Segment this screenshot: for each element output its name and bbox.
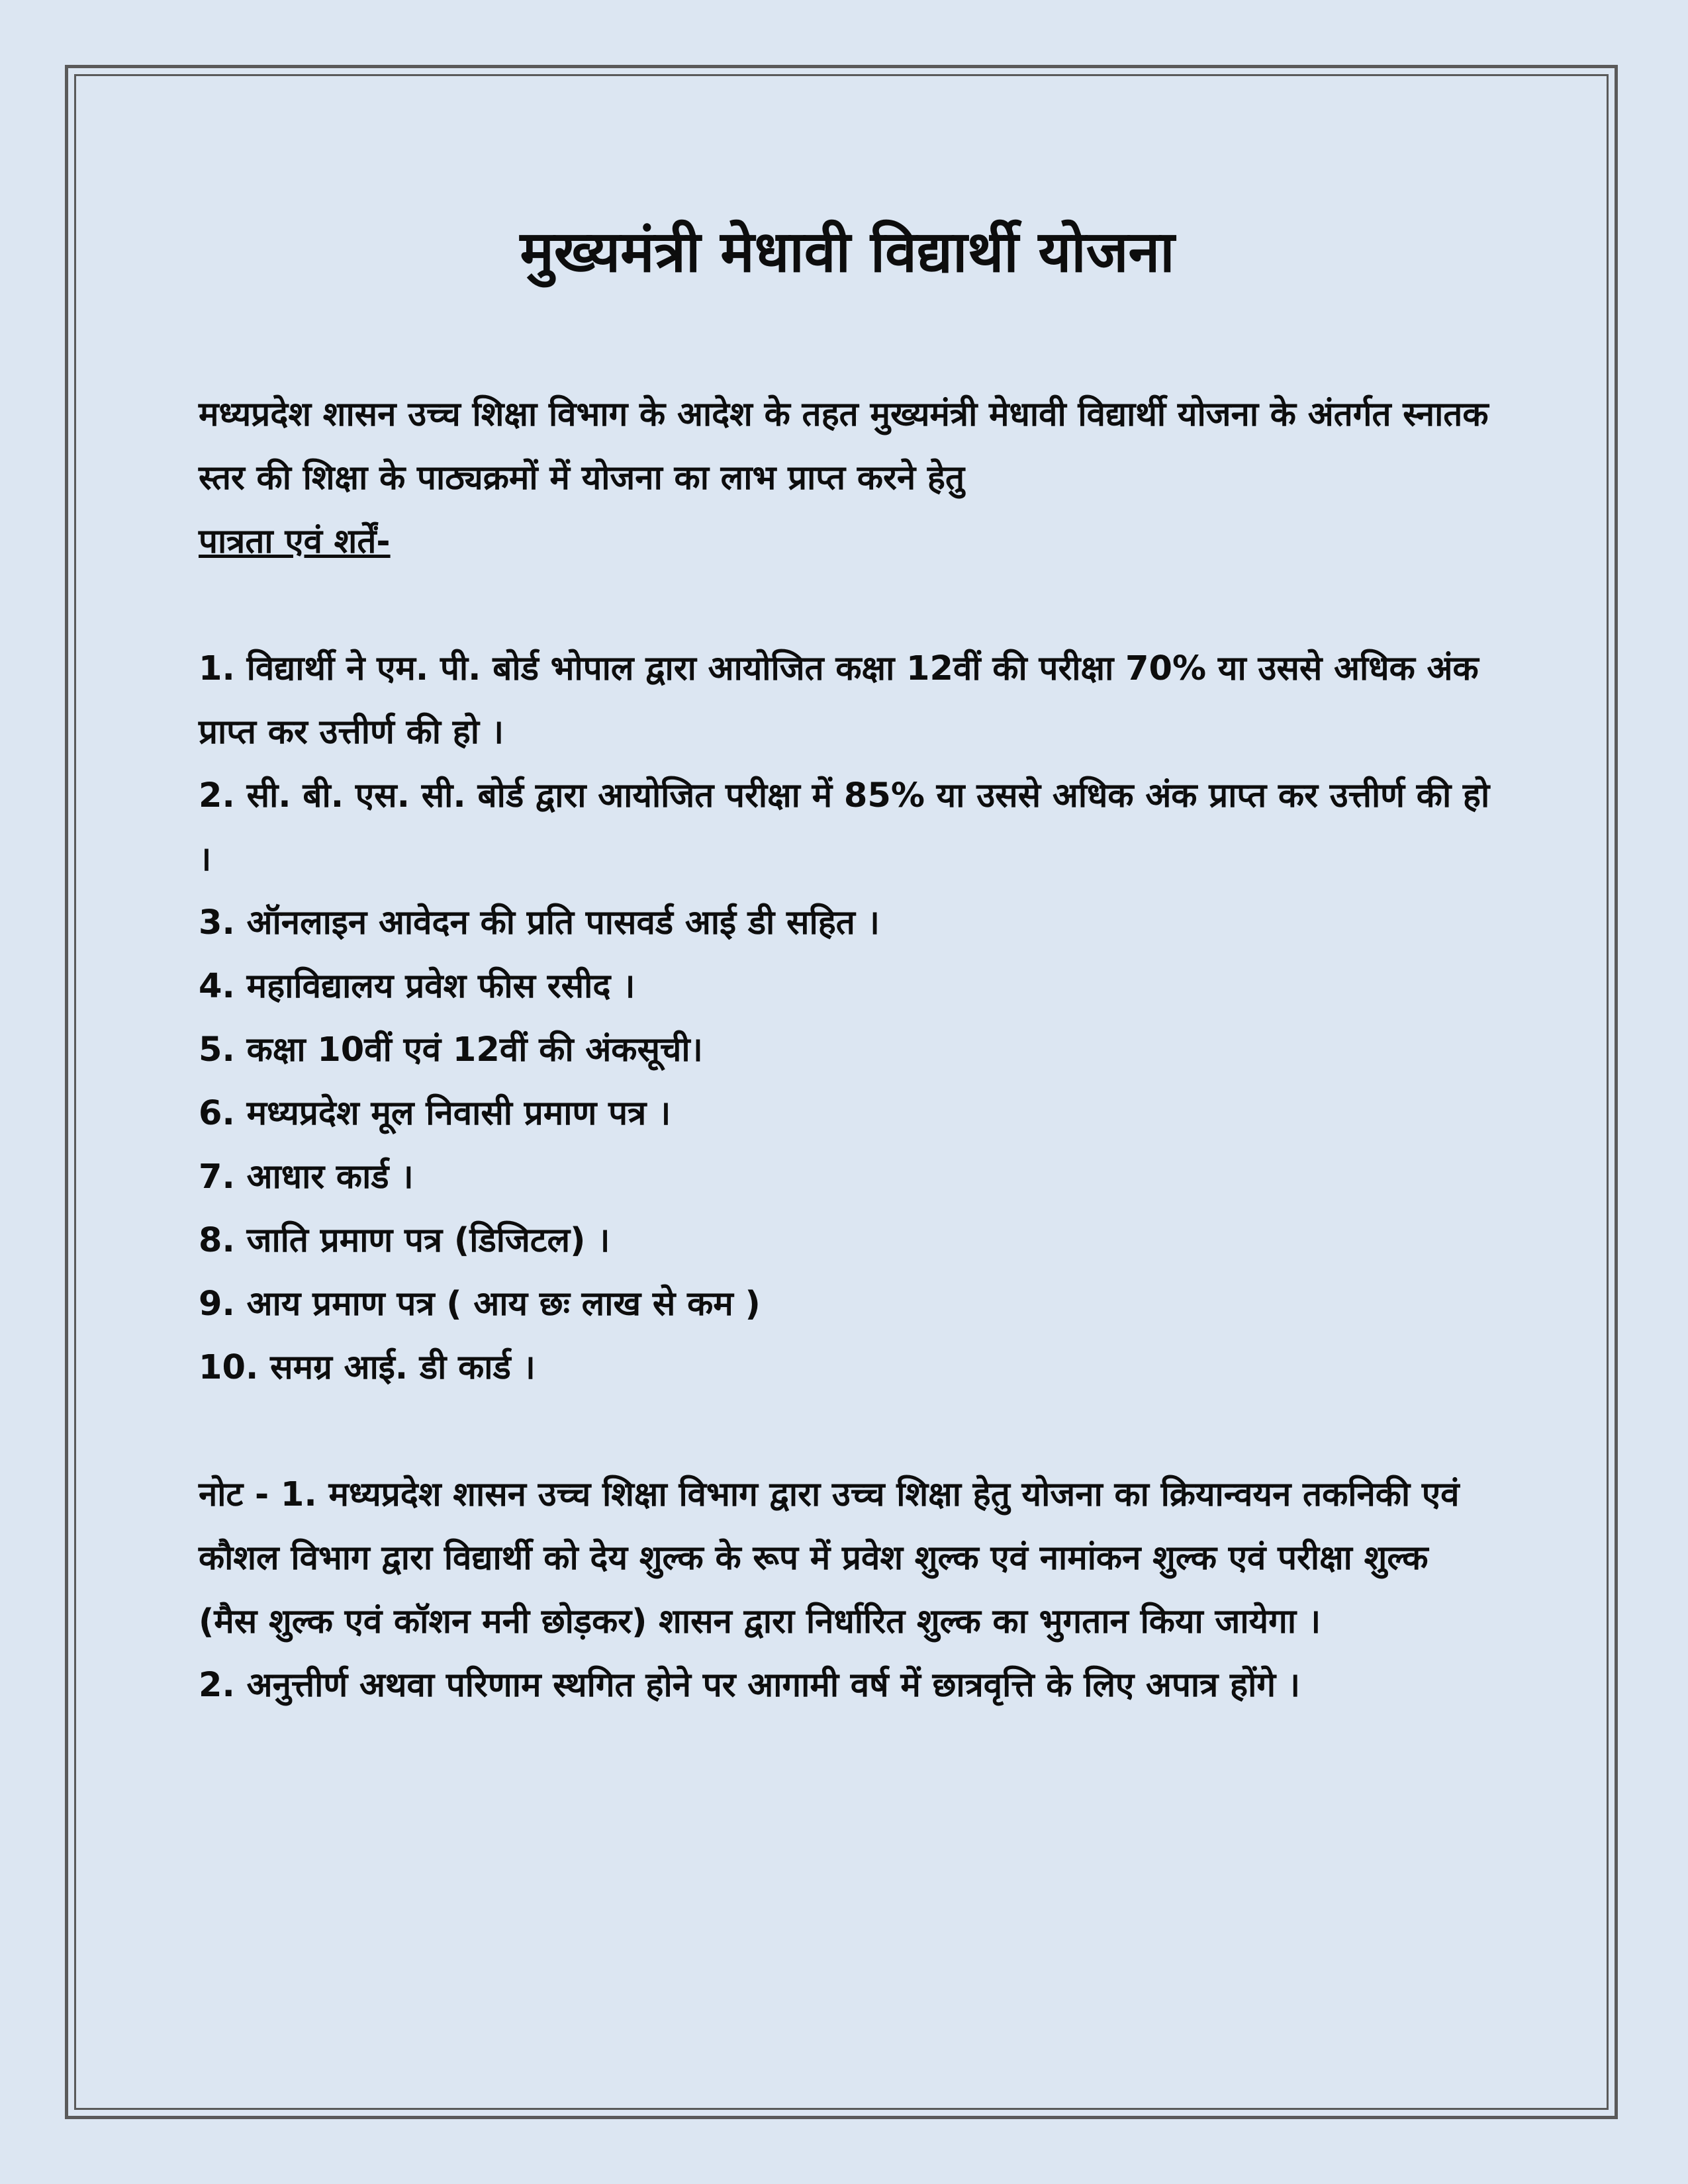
eligibility-item: 3. ऑनलाइन आवेदन की प्रति पासवर्ड आई डी सहित । bbox=[199, 903, 880, 943]
note-paragraph: 2. अनुत्तीर्ण अथवा परिणाम स्थगित होने पर आगामी वर्ष में छात्रवृत्ति के लिए अपात्र होंगे । bbox=[199, 1666, 1301, 1706]
intro-paragraph: मध्यप्रदेश शासन उच्च शिक्षा विभाग के आदेश के तहत मुख्यमंत्री मेधावी विद्यार्थी योजना के अंतर्गत स्नातक स्तर की शिक्षा के पाठ्यक्रमों में योजना का लाभ प्राप्त करने हेतु bbox=[199, 395, 1489, 498]
eligibility-item: 4. महाविद्यालय प्रवेश फीस रसीद । bbox=[199, 967, 635, 1007]
eligibility-item: 6. मध्यप्रदेश मूल निवासी प्रमाण पत्र । bbox=[199, 1094, 671, 1134]
eligibility-list bbox=[199, 637, 1496, 1400]
notes-section bbox=[199, 1463, 1496, 1717]
document-content bbox=[199, 218, 1496, 1717]
eligibility-item: 10. समग्र आई. डी कार्ड । bbox=[199, 1348, 536, 1388]
eligibility-item: 5. कक्षा 10वीं एवं 12वीं की अंकसूची। bbox=[199, 1030, 703, 1070]
document-title: मुख्यमंत्री मेधावी विद्यार्थी योजना bbox=[520, 219, 1175, 285]
eligibility-item: 9. आय प्रमाण पत्र ( आय छः लाख से कम ) bbox=[199, 1285, 761, 1324]
eligibility-item: 8. जाति प्रमाण पत्र (डिजिटल) । bbox=[199, 1221, 610, 1261]
eligibility-item: 7. आधार कार्ड । bbox=[199, 1158, 414, 1197]
eligibility-item: 2. सी. बी. एस. सी. बोर्ड द्वारा आयोजित परीक्षा में 85% या उससे अधिक अंक प्राप्त कर उत्तीर्ण की हो । bbox=[199, 776, 1490, 880]
eligibility-heading: पात्रता एवं शर्तें- bbox=[199, 522, 391, 562]
note-paragraph: नोट - 1. मध्यप्रदेश शासन उच्च शिक्षा विभाग द्वारा उच्च शिक्षा हेतु योजना का क्रियान्वयन तकनिकी एवं कौशल विभाग द्वारा विद्यार्थी को देय शुल्क के रूप में प्रवेश शुल्क एवं नामांकन शुल्क एवं परीक्षा शुल्क (मैस शुल्क एवं कॉशन मनी छोड़कर) शासन द्वारा निर्धारित शुल्क का भुगतान किया जायेगा । bbox=[199, 1475, 1460, 1642]
eligibility-item: 1. विद्यार्थी ने एम. पी. बोर्ड भोपाल द्वारा आयोजित कक्षा 12वीं की परीक्षा 70% या उससे अधिक अंक प्राप्त कर उत्तीर्ण की हो । bbox=[199, 649, 1479, 752]
